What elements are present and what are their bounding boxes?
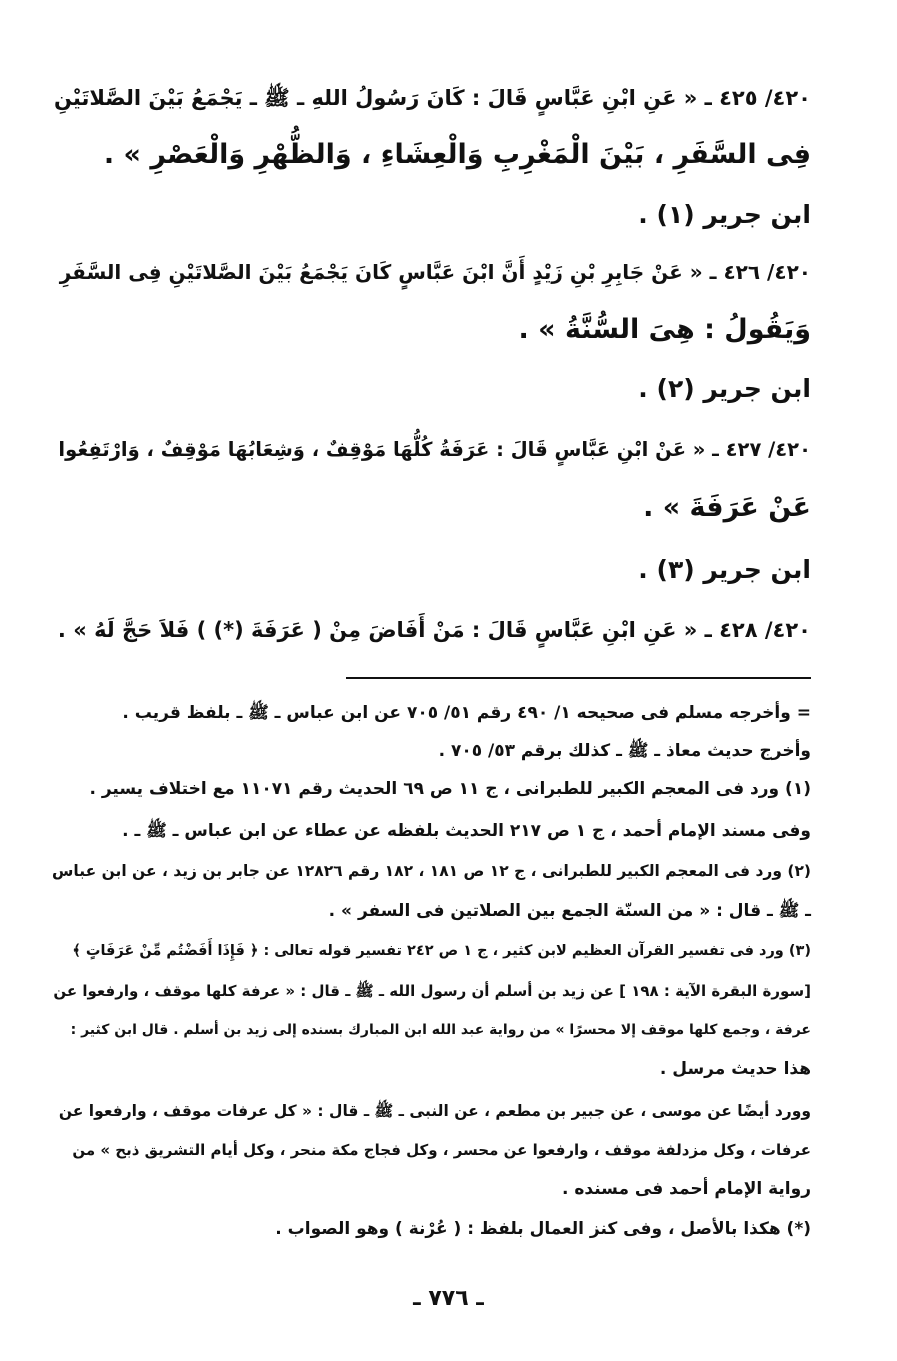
hadith-426-source: ابن جرير (٢) . <box>638 374 811 403</box>
hadith-426-line-2: وَيَقُولُ : هِىَ السُّنَّةُ » . <box>518 314 811 345</box>
footnote-line: (٣) ورد فى تفسير القرآن العظيم لابن كثير ، ج ١ ص ٢٤٢ تفسير قوله تعالى : ﴿ فَإِذَا أَفَضْتُم مِّنْ عَرَفَاتٍ ﴾ <box>72 943 811 959</box>
footnote-line: (*) هكذا بالأصل ، وفى كنز العمال بلفظ : ( عُرْنة ) وهو الصواب . <box>275 1219 811 1239</box>
footnote-line: عرفات ، وكل مزدلفة موقف ، وارفعوا عن محسر ، وكل فجاج مكة منحر ، وكل أيام التشريق ذبح » من <box>72 1141 811 1159</box>
hadith-425-line-1: ٤٢٠/ ٤٢٥ ـ « عَنِ ابْنِ عَبَّاسٍ قَالَ : كَانَ رَسُولُ اللهِ ـ ﷺ ـ يَجْمَعُ بَيْنَ الصَّلاتَيْنِ <box>53 86 811 110</box>
footnote-divider <box>346 677 811 679</box>
hadith-425-line-2: فِى السَّفَرِ ، بَيْنَ الْمَغْرِبِ وَالْعِشَاءِ ، وَالظُّهْرِ وَالْعَصْرِ » . <box>103 139 811 170</box>
footnote-line: ـ ﷺ ـ قال : « من السنّة الجمع بين الصلاتين فى السفر » . <box>328 901 811 921</box>
footnote-line: (١) ورد فى المعجم الكبير للطبرانى ، ج ١١ ص ٦٩ الحديث رقم ١١٠٧١ مع اختلاف يسير . <box>89 779 811 799</box>
footnote-line: [سورة البقرة الآية : ١٩٨ ] عن زيد بن أسلم أن رسول الله ـ ﷺ ـ قال : « عرفة كلها موقف ، وارفعوا عن <box>53 982 811 1000</box>
footnote-line: وأخرج حديث معاذ ـ ﷺ ـ كذلك برقم ٥٣/ ٧٠٥ . <box>438 741 811 761</box>
hadith-427-line-1: ٤٢٠/ ٤٢٧ ـ « عَنْ ابْنِ عَبَّاسٍ قَالَ : عَرَفَةُ كُلُّهَا مَوْقِفٌ ، وَشِعَابُهَا مَوْقِفٌ ، وَارْتَفِعُوا <box>58 438 811 461</box>
hadith-426-line-1: ٤٢٠/ ٤٢٦ ـ « عَنْ جَابِرِ بْنِ زَيْدٍ أَنَّ ابْنَ عَبَّاسٍ كَانَ يَجْمَعُ بَيْنَ الصَّلاتَيْنِ فِى السَّفَرِ <box>59 260 811 284</box>
footnote-line: = وأخرجه مسلم فى صحيحه ١/ ٤٩٠ رقم ٥١/ ٧٠٥ عن ابن عباس ـ ﷺ ـ بلفظ قريب . <box>122 703 811 723</box>
hadith-427-line-2: عَنْ عَرَفَةَ » . <box>643 492 811 523</box>
page-number: ـ ٧٧٦ ـ <box>413 1286 484 1311</box>
footnote-line: وفى مسند الإمام أحمد ، ج ١ ص ٢١٧ الحديث بلفظه عن عطاء عن ابن عباس ـ ﷺ ـ . <box>122 821 811 841</box>
hadith-428-line-1: ٤٢٠/ ٤٢٨ ـ « عَنِ ابْنِ عَبَّاسٍ قَالَ : مَنْ أَفَاضَ مِنْ ( عَرَفَةَ (*) ) فَلاَ حَجَّ لَهُ » . <box>57 618 811 642</box>
footnote-line: هذا حديث مرسل . <box>659 1059 811 1079</box>
footnote-line: عرفة ، وجمع كلها موقف إلا محسرًا » من رواية عبد الله ابن المبارك بسنده إلى زيد بن أسلم . قال ابن كثير : <box>70 1022 811 1038</box>
footnote-line: (٢) ورد فى المعجم الكبير للطبرانى ، ج ١٢ ص ١٨١ ، ١٨٢ رقم ١٢٨٢٦ عن جابر بن زيد ، عن ابن عباس <box>52 862 811 880</box>
hadith-425-source: ابن جرير (١) . <box>638 200 811 229</box>
footnote-line: رواية الإمام أحمد فى مسنده . <box>561 1179 811 1199</box>
footnote-line: وورد أيضًا عن موسى ، عن جبير بن مطعم ، عن النبى ـ ﷺ ـ قال : « كل عرفات موقف ، وارفعوا عن <box>58 1102 811 1120</box>
hadith-427-source: ابن جرير (٣) . <box>638 555 811 584</box>
